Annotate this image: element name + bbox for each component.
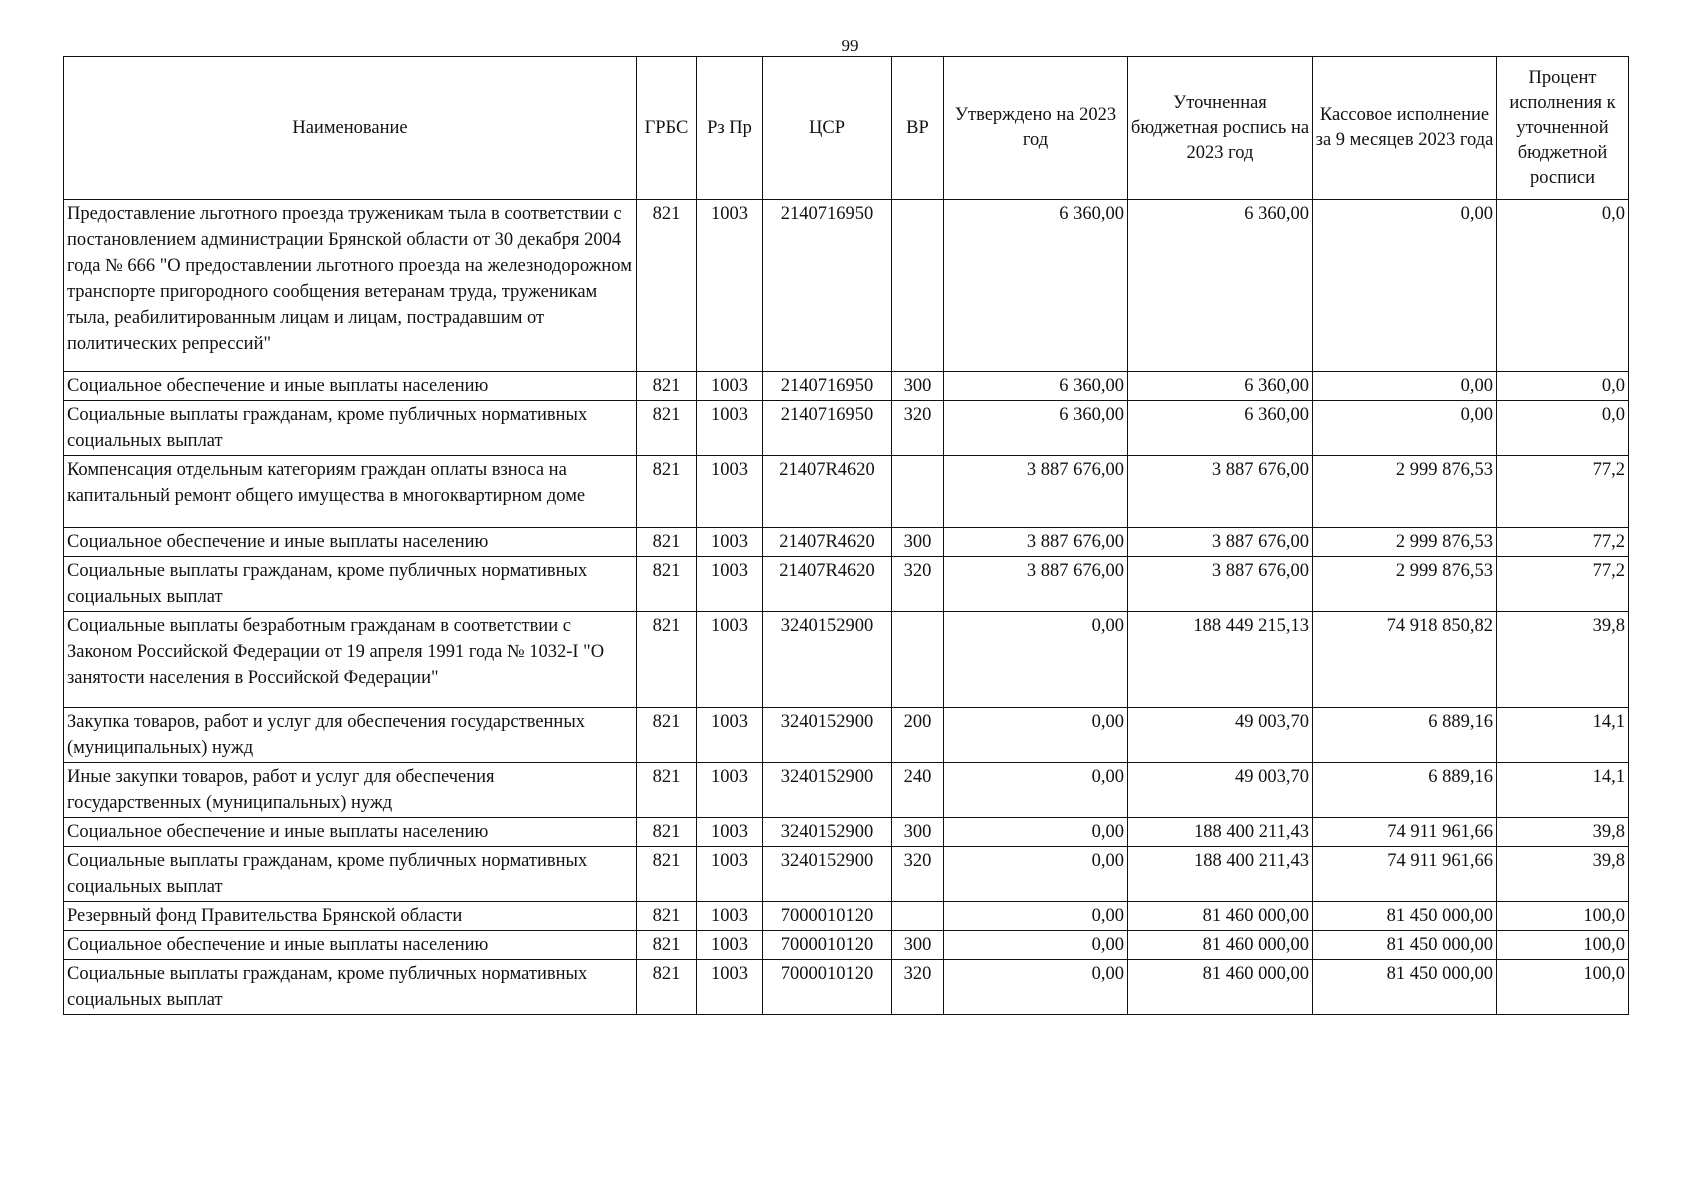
cell-rzpr: 1003 — [697, 456, 763, 528]
cell-revised: 49 003,70 — [1128, 708, 1313, 763]
cell-approved: 0,00 — [944, 902, 1128, 931]
cell-approved: 0,00 — [944, 763, 1128, 818]
header-name: Наименование — [64, 57, 637, 200]
budget-table — [63, 56, 1629, 1015]
cell-vr: 320 — [892, 847, 944, 902]
cell-name: Социальные выплаты гражданам, кроме публичных нормативных социальных выплат — [64, 847, 637, 902]
table-row — [64, 528, 1629, 557]
cell-percent: 100,0 — [1497, 960, 1629, 1015]
cell-approved: 3 887 676,00 — [944, 528, 1128, 557]
table-row — [64, 847, 1629, 902]
cell-approved: 0,00 — [944, 931, 1128, 960]
cell-name: Социальное обеспечение и иные выплаты населению — [64, 372, 637, 401]
table-row — [64, 612, 1629, 708]
cell-csr: 3240152900 — [763, 612, 892, 708]
cell-csr: 3240152900 — [763, 763, 892, 818]
cell-executed: 6 889,16 — [1313, 708, 1497, 763]
cell-csr: 2140716950 — [763, 372, 892, 401]
cell-vr: 300 — [892, 818, 944, 847]
cell-approved: 0,00 — [944, 708, 1128, 763]
cell-grbs: 821 — [637, 200, 697, 372]
header-executed: Кассовое исполнение за 9 месяцев 2023 года — [1313, 57, 1497, 200]
cell-revised: 81 460 000,00 — [1128, 931, 1313, 960]
table-row — [64, 902, 1629, 931]
table-row — [64, 401, 1629, 456]
cell-rzpr: 1003 — [697, 818, 763, 847]
cell-csr: 2140716950 — [763, 200, 892, 372]
cell-approved: 0,00 — [944, 818, 1128, 847]
cell-vr: 200 — [892, 708, 944, 763]
cell-rzpr: 1003 — [697, 931, 763, 960]
cell-approved: 0,00 — [944, 960, 1128, 1015]
table-row — [64, 960, 1629, 1015]
cell-grbs: 821 — [637, 708, 697, 763]
cell-revised: 6 360,00 — [1128, 372, 1313, 401]
cell-executed: 81 450 000,00 — [1313, 960, 1497, 1015]
cell-approved: 0,00 — [944, 612, 1128, 708]
table-row — [64, 708, 1629, 763]
cell-rzpr: 1003 — [697, 200, 763, 372]
header-percent: Процент исполнения к уточненной бюджетной росписи — [1497, 57, 1629, 200]
cell-name: Социальные выплаты гражданам, кроме публичных нормативных социальных выплат — [64, 960, 637, 1015]
cell-percent: 39,8 — [1497, 818, 1629, 847]
cell-vr: 300 — [892, 931, 944, 960]
cell-percent: 0,0 — [1497, 372, 1629, 401]
page-number: 99 — [841, 36, 859, 55]
cell-rzpr: 1003 — [697, 372, 763, 401]
cell-csr: 7000010120 — [763, 960, 892, 1015]
cell-csr: 7000010120 — [763, 931, 892, 960]
cell-revised: 81 460 000,00 — [1128, 960, 1313, 1015]
cell-csr: 3240152900 — [763, 708, 892, 763]
cell-name: Социальное обеспечение и иные выплаты населению — [64, 528, 637, 557]
cell-grbs: 821 — [637, 372, 697, 401]
table-row — [64, 557, 1629, 612]
cell-grbs: 821 — [637, 960, 697, 1015]
cell-name: Социальные выплаты гражданам, кроме публичных нормативных социальных выплат — [64, 401, 637, 456]
cell-name: Социальные выплаты гражданам, кроме публичных нормативных социальных выплат — [64, 557, 637, 612]
cell-executed: 0,00 — [1313, 372, 1497, 401]
cell-executed: 2 999 876,53 — [1313, 456, 1497, 528]
header-revised: Уточненная бюджетная роспись на 2023 год — [1128, 57, 1313, 200]
cell-grbs: 821 — [637, 847, 697, 902]
cell-percent: 77,2 — [1497, 528, 1629, 557]
cell-percent: 0,0 — [1497, 401, 1629, 456]
cell-grbs: 821 — [637, 902, 697, 931]
cell-vr: 240 — [892, 763, 944, 818]
cell-grbs: 821 — [637, 456, 697, 528]
table-header — [64, 57, 1629, 200]
cell-percent: 14,1 — [1497, 763, 1629, 818]
cell-name: Социальные выплаты безработным гражданам в соответствии с Законом Российской Федерации от 19 апреля 1991 года № 1032-I "О занятости населения в Российской Федерации" — [64, 612, 637, 708]
cell-csr: 2140716950 — [763, 401, 892, 456]
cell-vr: 320 — [892, 557, 944, 612]
cell-revised: 3 887 676,00 — [1128, 456, 1313, 528]
cell-approved: 3 887 676,00 — [944, 456, 1128, 528]
cell-approved: 3 887 676,00 — [944, 557, 1128, 612]
header-csr: ЦСР — [763, 57, 892, 200]
cell-percent: 100,0 — [1497, 931, 1629, 960]
table-row — [64, 931, 1629, 960]
cell-percent: 39,8 — [1497, 847, 1629, 902]
cell-name: Закупка товаров, работ и услуг для обеспечения государственных (муниципальных) нужд — [64, 708, 637, 763]
header-grbs: ГРБС — [637, 57, 697, 200]
header-vr: ВР — [892, 57, 944, 200]
cell-grbs: 821 — [637, 612, 697, 708]
cell-vr — [892, 612, 944, 708]
cell-executed: 2 999 876,53 — [1313, 528, 1497, 557]
cell-revised: 188 400 211,43 — [1128, 847, 1313, 902]
cell-rzpr: 1003 — [697, 557, 763, 612]
header-row — [64, 57, 1629, 200]
cell-revised: 81 460 000,00 — [1128, 902, 1313, 931]
cell-executed: 0,00 — [1313, 401, 1497, 456]
cell-executed: 74 911 961,66 — [1313, 847, 1497, 902]
cell-csr: 21407R4620 — [763, 528, 892, 557]
cell-rzpr: 1003 — [697, 528, 763, 557]
cell-percent: 14,1 — [1497, 708, 1629, 763]
cell-revised: 6 360,00 — [1128, 401, 1313, 456]
cell-approved: 6 360,00 — [944, 372, 1128, 401]
cell-rzpr: 1003 — [697, 960, 763, 1015]
table-row — [64, 818, 1629, 847]
cell-rzpr: 1003 — [697, 401, 763, 456]
cell-csr: 3240152900 — [763, 847, 892, 902]
cell-name: Социальное обеспечение и иные выплаты населению — [64, 818, 637, 847]
table-body — [64, 200, 1629, 1015]
cell-grbs: 821 — [637, 557, 697, 612]
cell-name: Иные закупки товаров, работ и услуг для обеспечения государственных (муниципальных) нужд — [64, 763, 637, 818]
cell-csr: 7000010120 — [763, 902, 892, 931]
cell-percent: 77,2 — [1497, 557, 1629, 612]
cell-rzpr: 1003 — [697, 847, 763, 902]
table-row — [64, 200, 1629, 372]
cell-grbs: 821 — [637, 401, 697, 456]
cell-executed: 81 450 000,00 — [1313, 931, 1497, 960]
cell-rzpr: 1003 — [697, 763, 763, 818]
cell-approved: 6 360,00 — [944, 200, 1128, 372]
cell-vr: 320 — [892, 960, 944, 1015]
cell-grbs: 821 — [637, 818, 697, 847]
cell-grbs: 821 — [637, 931, 697, 960]
table-row — [64, 372, 1629, 401]
cell-grbs: 821 — [637, 528, 697, 557]
cell-name: Предоставление льготного проезда труженикам тыла в соответствии с постановлением администрации Брянской области от 30 декабря 2004 года № 666 "О предоставлении льготного проезда на железнодорожном транспорте пригородного сообщения ветеранам труда, труженикам тыла, реабилитированным лицам и лицам, пострадавшим от политических репрессий" — [64, 200, 637, 372]
cell-percent: 77,2 — [1497, 456, 1629, 528]
cell-rzpr: 1003 — [697, 708, 763, 763]
cell-revised: 188 449 215,13 — [1128, 612, 1313, 708]
cell-csr: 21407R4620 — [763, 557, 892, 612]
header-rzpr: Рз Пр — [697, 57, 763, 200]
table-row — [64, 456, 1629, 528]
cell-name: Компенсация отдельным категориям граждан оплаты взноса на капитальный ремонт общего имущества в многоквартирном доме — [64, 456, 637, 528]
cell-csr: 3240152900 — [763, 818, 892, 847]
cell-executed: 6 889,16 — [1313, 763, 1497, 818]
cell-revised: 3 887 676,00 — [1128, 528, 1313, 557]
cell-vr: 300 — [892, 372, 944, 401]
cell-executed: 2 999 876,53 — [1313, 557, 1497, 612]
cell-approved: 0,00 — [944, 847, 1128, 902]
table-row — [64, 763, 1629, 818]
cell-rzpr: 1003 — [697, 612, 763, 708]
cell-vr — [892, 200, 944, 372]
cell-revised: 49 003,70 — [1128, 763, 1313, 818]
cell-name: Резервный фонд Правительства Брянской области — [64, 902, 637, 931]
cell-percent: 39,8 — [1497, 612, 1629, 708]
cell-name: Социальное обеспечение и иные выплаты населению — [64, 931, 637, 960]
cell-vr — [892, 456, 944, 528]
cell-csr: 21407R4620 — [763, 456, 892, 528]
cell-grbs: 821 — [637, 763, 697, 818]
cell-rzpr: 1003 — [697, 902, 763, 931]
cell-executed: 74 911 961,66 — [1313, 818, 1497, 847]
cell-vr: 300 — [892, 528, 944, 557]
cell-percent: 100,0 — [1497, 902, 1629, 931]
cell-executed: 81 450 000,00 — [1313, 902, 1497, 931]
cell-revised: 6 360,00 — [1128, 200, 1313, 372]
cell-vr — [892, 902, 944, 931]
cell-executed: 0,00 — [1313, 200, 1497, 372]
cell-approved: 6 360,00 — [944, 401, 1128, 456]
cell-revised: 3 887 676,00 — [1128, 557, 1313, 612]
cell-percent: 0,0 — [1497, 200, 1629, 372]
cell-revised: 188 400 211,43 — [1128, 818, 1313, 847]
cell-vr: 320 — [892, 401, 944, 456]
header-approved: Утверждено на 2023 год — [944, 57, 1128, 200]
cell-executed: 74 918 850,82 — [1313, 612, 1497, 708]
